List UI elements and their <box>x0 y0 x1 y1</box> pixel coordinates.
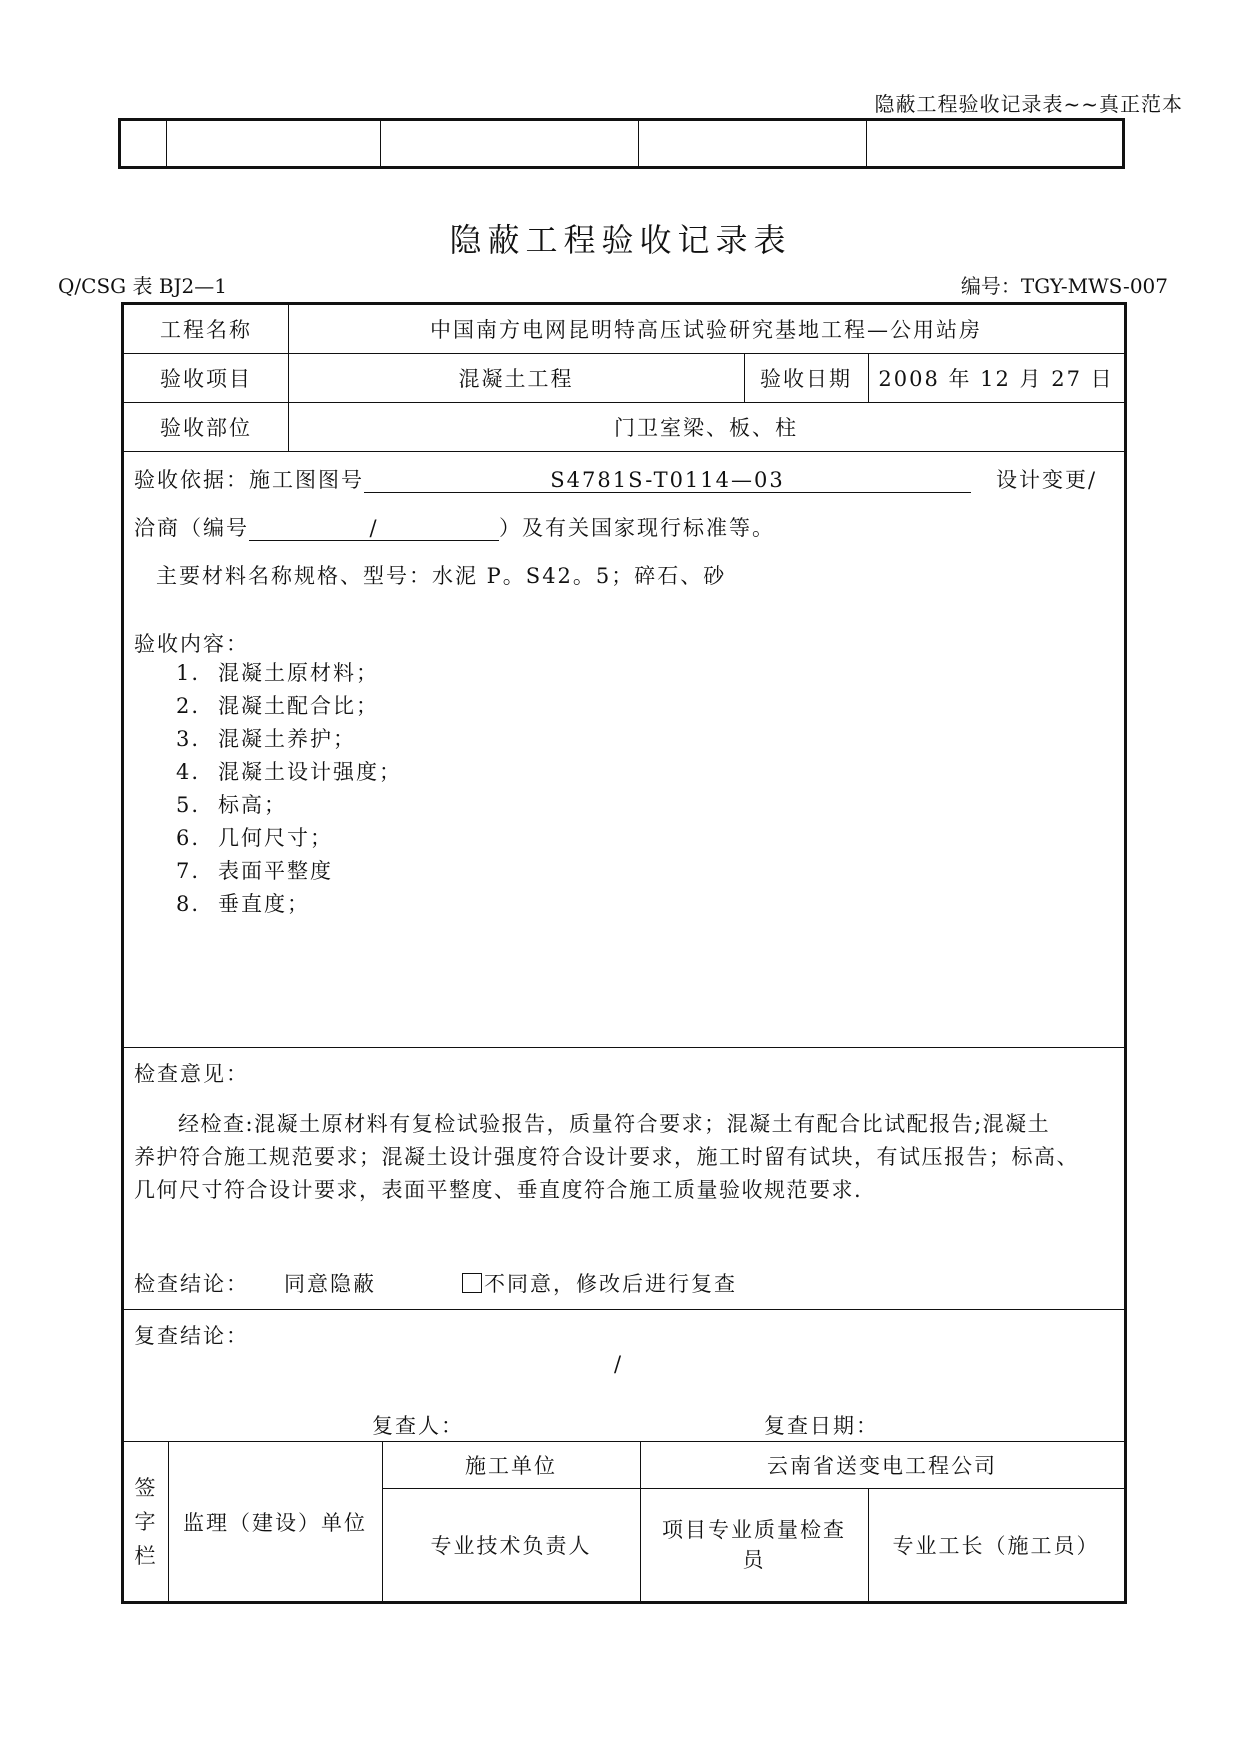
content-item-number: 7. <box>176 859 201 883</box>
review-date-label: 复查日期： <box>764 1414 879 1438</box>
signature-section <box>124 1442 1124 1601</box>
inspection-label: 检查意见： <box>134 1062 249 1086</box>
blank-cell <box>867 120 1124 168</box>
document-number: 编号：TGY-MWS-007 <box>960 274 1168 298</box>
content-item-number: 5. <box>176 793 201 817</box>
contractor-label: 施工单位 <box>465 1454 557 1478</box>
content-item-number: 6. <box>176 826 201 850</box>
qc-inspector <box>640 1489 868 1601</box>
project-name-label: 工程名称 <box>160 318 252 342</box>
form-code: Q/CSG 表 BJ2—1 <box>58 274 227 298</box>
content-list-item <box>176 690 379 720</box>
conclusion-label: 检查结论： <box>134 1272 249 1296</box>
header-note: 隐蔽工程验收记录表~~真正范本 <box>874 92 1183 116</box>
acceptance-date-value: 2008 年 12 月 27 日 <box>878 367 1114 391</box>
content-item-number: 2. <box>176 694 201 718</box>
content-item-text: 混凝土原材料； <box>218 661 379 685</box>
content-item-text: 混凝土设计强度； <box>218 760 402 784</box>
tech-lead: 专业技术负责人 <box>430 1534 592 1558</box>
blank-cell <box>639 120 867 168</box>
basis-content-section <box>124 452 1124 1048</box>
acceptance-location-row <box>124 403 1124 452</box>
signature-label-char: 栏 <box>134 1543 158 1568</box>
content-item-text: 混凝土配合比； <box>218 694 379 718</box>
reviewer-label: 复查人： <box>372 1414 464 1438</box>
blank-cell <box>167 120 381 168</box>
content-list-item <box>176 855 333 885</box>
basis-line2-prefix: 洽商（编号 <box>134 516 249 540</box>
acceptance-item-row <box>124 354 1124 403</box>
content-item-text: 标高； <box>218 793 287 817</box>
review-section <box>124 1310 1124 1442</box>
inspection-record-form <box>121 302 1127 1604</box>
signature-label-char: 签 <box>134 1475 158 1500</box>
content-item-number: 8. <box>176 892 201 916</box>
content-item-number: 4. <box>176 760 201 784</box>
basis-line2-suffix: ）及有关国家现行标准等。 <box>499 516 775 540</box>
acceptance-date-label: 验收日期 <box>760 367 852 391</box>
content-item-text: 表面平整度 <box>218 859 333 883</box>
contractor-name: 云南省送变电工程公司 <box>767 1454 997 1478</box>
inspection-section <box>124 1048 1124 1310</box>
acceptance-item-value: 混凝土工程 <box>458 367 574 391</box>
acceptance-location-label: 验收部位 <box>160 416 252 440</box>
content-item-text: 几何尺寸； <box>218 826 333 850</box>
inspection-line-2: 养护符合施工规范要求；混凝土设计强度符合设计要求，施工时留有试块，有试压报告；标高、 <box>134 1145 1079 1169</box>
blank-cell <box>381 120 639 168</box>
content-item-number: 1. <box>176 661 201 685</box>
content-item-number: 3. <box>176 727 201 751</box>
signature-label <box>124 1442 168 1601</box>
inspection-line-3: 几何尺寸符合设计要求，表面平整度、垂直度符合施工质量验收规范要求. <box>134 1178 863 1202</box>
content-label: 验收内容： <box>134 632 249 656</box>
review-label: 复查结论： <box>134 1324 249 1348</box>
acceptance-item-label: 验收项目 <box>160 367 252 391</box>
materials-line: 主要材料名称规格、型号：水泥 P。S42。5；碎石、砂 <box>156 564 727 588</box>
acceptance-location-value: 门卫室梁、板、柱 <box>614 416 798 440</box>
basis-line-2 <box>134 512 775 542</box>
supervisor-unit: 监理（建设）单位 <box>183 1510 367 1535</box>
content-list-item <box>176 888 310 918</box>
page-title: 隐蔽工程验收记录表 <box>449 221 792 259</box>
drawing-number: S4781S-T0114—03 <box>364 468 971 493</box>
content-list-item <box>176 657 379 687</box>
qc-inspector-line: 项目专业质量检查 <box>662 1518 846 1542</box>
conclusion-disagree-option[interactable] <box>462 1268 737 1298</box>
qc-inspector-line: 员 <box>742 1548 766 1572</box>
content-list-item <box>176 756 402 786</box>
blank-cell <box>120 120 167 168</box>
basis-suffix: 设计变更/ <box>996 468 1098 492</box>
conclusion-agree: 同意隐蔽 <box>284 1272 376 1296</box>
content-list-item <box>176 789 287 819</box>
content-list-item <box>176 822 333 852</box>
disagree-checkbox[interactable] <box>462 1273 482 1293</box>
content-list-item <box>176 723 356 753</box>
basis-line-1 <box>134 464 1097 494</box>
inspection-line-1: 经检查:混凝土原材料有复检试验报告，质量符合要求；混凝土有配合比试配报告;混凝土 <box>178 1112 1051 1136</box>
signature-label-char: 字 <box>134 1509 158 1534</box>
basis-prefix: 验收依据：施工图图号 <box>134 468 364 492</box>
negotiation-number: / <box>249 516 499 541</box>
disagree-label: 不同意，修改后进行复查 <box>484 1272 737 1296</box>
project-name-value: 中国南方电网昆明特高压试验研究基地工程—公用站房 <box>430 318 982 342</box>
review-value: / <box>614 1352 624 1376</box>
content-item-text: 垂直度； <box>218 892 310 916</box>
foreman: 专业工长（施工员） <box>892 1534 1100 1558</box>
top-blank-table <box>118 118 1125 169</box>
content-item-text: 混凝土养护； <box>218 727 356 751</box>
project-name-row <box>124 305 1124 354</box>
